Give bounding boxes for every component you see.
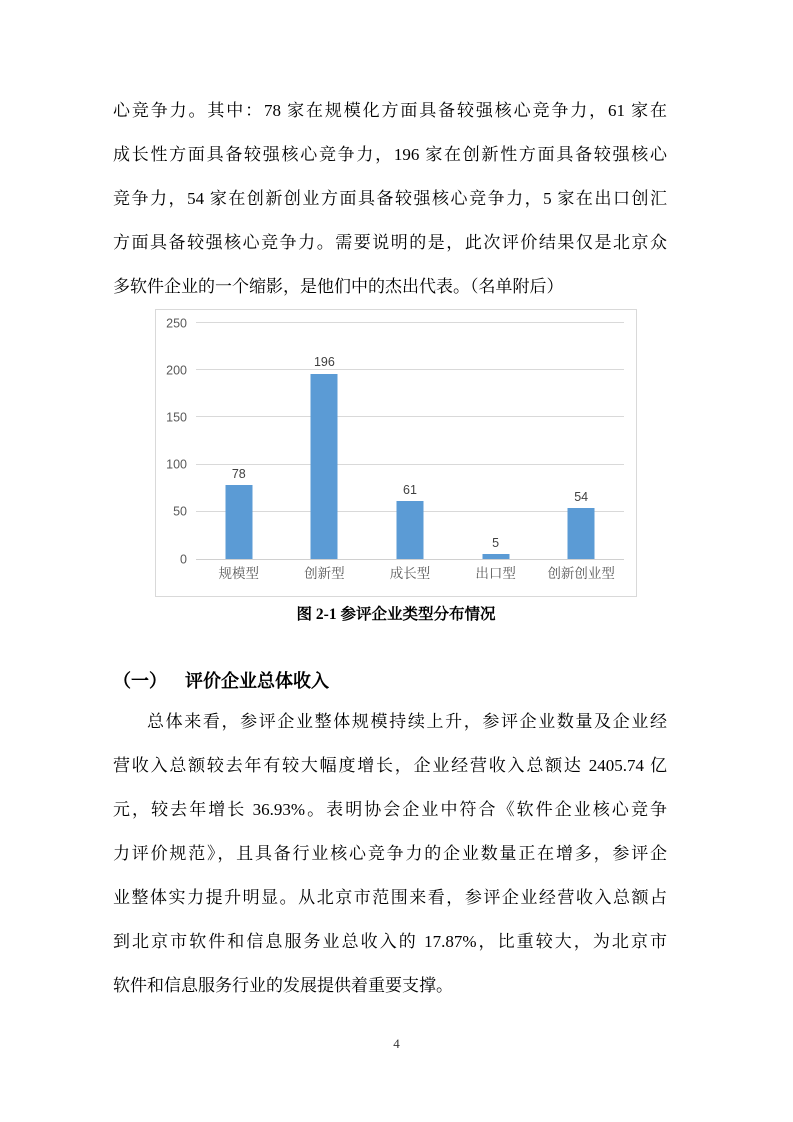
x-axis-category-label: 创新创业型 xyxy=(547,566,615,581)
bar-value-label: 61 xyxy=(403,482,417,497)
x-axis-category-label: 出口型 xyxy=(475,566,516,581)
chart-gridline xyxy=(196,369,624,370)
figure-caption: 图 2-1 参评企业类型分布情况 xyxy=(296,606,496,623)
paragraph-1-line: 心竞争力。其中：78 家在规模化方面具备较强核心竞争力，61 家在 xyxy=(113,101,667,120)
chart-bar xyxy=(311,374,338,559)
page-content xyxy=(113,89,667,1008)
y-axis-tick-label: 200 xyxy=(166,362,187,377)
paragraph-2-line: 到北京市软件和信息服务业总收入的 17.87%，比重较大，为北京市 xyxy=(113,932,667,951)
chart-bar xyxy=(568,508,595,559)
page-footer xyxy=(0,1036,793,1052)
section-heading-title: 评价企业总体收入 xyxy=(185,671,329,691)
paragraph-2-line: 营收入总额较去年有较大幅度增长，企业经营收入总额达 2405.74 亿 xyxy=(113,756,667,775)
chart-gridline xyxy=(196,464,624,465)
paragraph-1-line: 成长性方面具备较强核心竞争力，196 家在创新性方面具备较强核心 xyxy=(113,145,667,164)
x-axis-category-label: 规模型 xyxy=(218,566,260,581)
y-axis-tick-label: 0 xyxy=(180,551,187,566)
y-axis-tick-label: 150 xyxy=(166,410,187,425)
paragraph-1 xyxy=(113,89,667,309)
paragraph-2-line: 软件和信息服务行业的发展提供着重要支撑。 xyxy=(113,976,453,995)
section-heading-number: （一） xyxy=(113,671,167,691)
paragraph-2-line: 力评价规范》，且具备行业核心竞争力的企业数量正在增多，参评企 xyxy=(113,844,667,863)
paragraph-2-line: 总体来看，参评企业整体规模持续上升，参评企业数量及企业经 xyxy=(147,712,667,731)
y-axis-tick-label: 50 xyxy=(173,504,187,519)
x-axis-category-label: 创新型 xyxy=(304,566,345,581)
y-axis-tick-label: 250 xyxy=(166,315,187,330)
paragraph-1-line: 方面具备较强核心竞争力。需要说明的是，此次评价结果仅是北京众 xyxy=(113,233,667,252)
section-heading xyxy=(113,668,667,694)
paragraph-2 xyxy=(113,700,667,1008)
chart-gridline xyxy=(196,416,624,417)
y-axis-tick-label: 100 xyxy=(166,457,187,472)
paragraph-2-line: 业整体实力提升明显。从北京市范围来看，参评企业经营收入总额占 xyxy=(113,888,667,907)
bar-value-label: 54 xyxy=(574,489,589,504)
x-axis-category-label: 成长型 xyxy=(389,566,431,581)
bar-value-label: 78 xyxy=(231,466,246,481)
chart-plot-area xyxy=(166,315,624,581)
chart-bar xyxy=(397,501,424,559)
page-number: 4 xyxy=(393,1036,400,1051)
paragraph-1-line: 多软件企业的一个缩影，是他们中的杰出代表。（名单附后） xyxy=(113,277,564,296)
paragraph-1-line: 竞争力，54 家在创新创业方面具备较强核心竞争力，5 家在出口创汇 xyxy=(113,189,667,208)
bar-value-label: 196 xyxy=(313,355,335,370)
chart-gridline xyxy=(196,322,624,323)
chart-bar xyxy=(482,554,509,559)
chart-bar xyxy=(225,485,252,559)
bar-value-label: 5 xyxy=(492,535,500,550)
bar-chart-figure xyxy=(155,309,637,597)
paragraph-2-line: 元，较去年增长 36.93%。表明协会企业中符合《软件企业核心竞争 xyxy=(113,800,667,819)
